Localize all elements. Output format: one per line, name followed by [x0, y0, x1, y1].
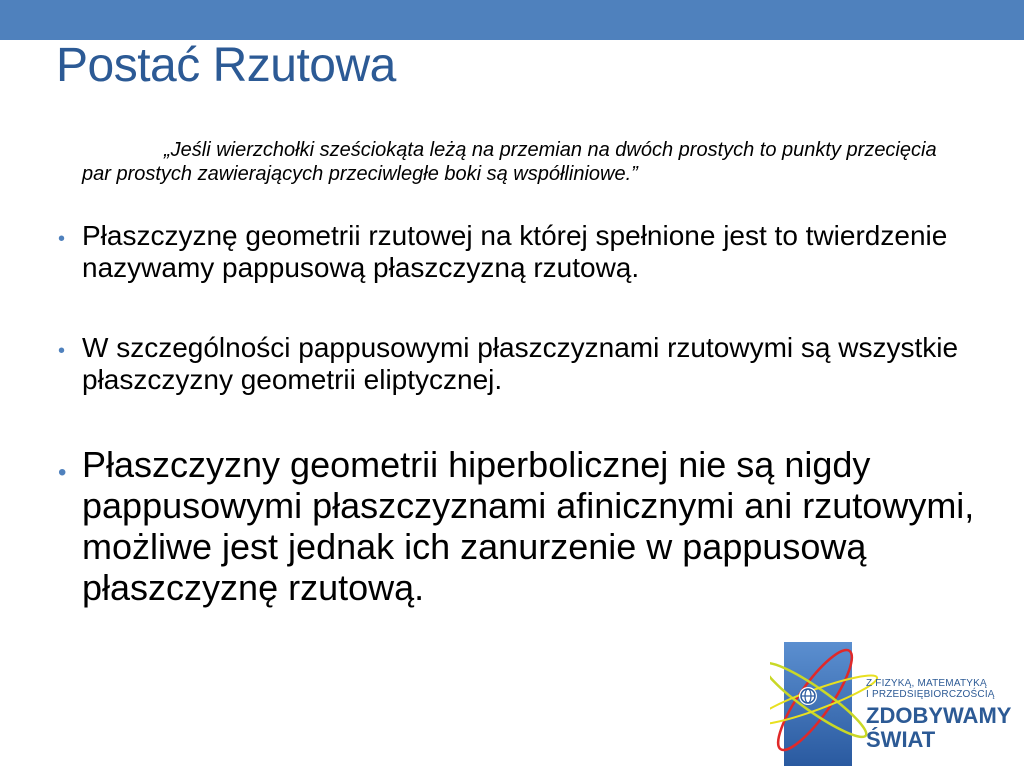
bullet-text: W szczególności pappusowymi płaszczyznami rzutowymi są wszystkie płaszczyzny geometrii eliptycznej.	[82, 332, 959, 395]
theorem-quote: „Jeśli wierzchołki sześciokąta leżą na przemian na dwóch prostych to punkty przecięcia par prostych zawierających przeciwległe boki są współliniowe.”	[82, 139, 937, 185]
top-accent-bar	[0, 0, 1024, 40]
bullet-dot: •	[58, 459, 67, 486]
bullet-text: Płaszczyznę geometrii rzutowej na której spełnione jest to twierdzenie nazywamy pappusową płaszczyzną rzutową.	[82, 220, 948, 283]
bullet-item	[58, 332, 978, 396]
slide-title: Postać Rzutowa	[56, 39, 396, 92]
logo-text	[866, 678, 1011, 752]
logo-wordmark: ŚWIAT	[866, 727, 936, 752]
bullet-item	[58, 220, 978, 284]
bullet-dot: •	[58, 340, 66, 362]
project-logo	[770, 622, 1024, 768]
logo-tagline: I PRZEDSIĘBIORCZOŚCIĄ	[866, 689, 995, 700]
bullet-list	[58, 220, 978, 608]
logo-wordmark: ZDOBYWAMY	[866, 703, 1012, 728]
bullet-dot: •	[58, 228, 66, 250]
bullet-text: Płaszczyzny geometrii hiperbolicznej nie są nigdy pappusowymi płaszczyznami afinicznymi ani rzutowymi, możliwe jest jednak ich zanurzenie w pappusową płaszczyznę rzutową.	[82, 444, 975, 608]
logo-tagline: Z FIZYKĄ, MATEMATYKĄ	[866, 678, 987, 689]
bullet-item	[58, 444, 982, 608]
